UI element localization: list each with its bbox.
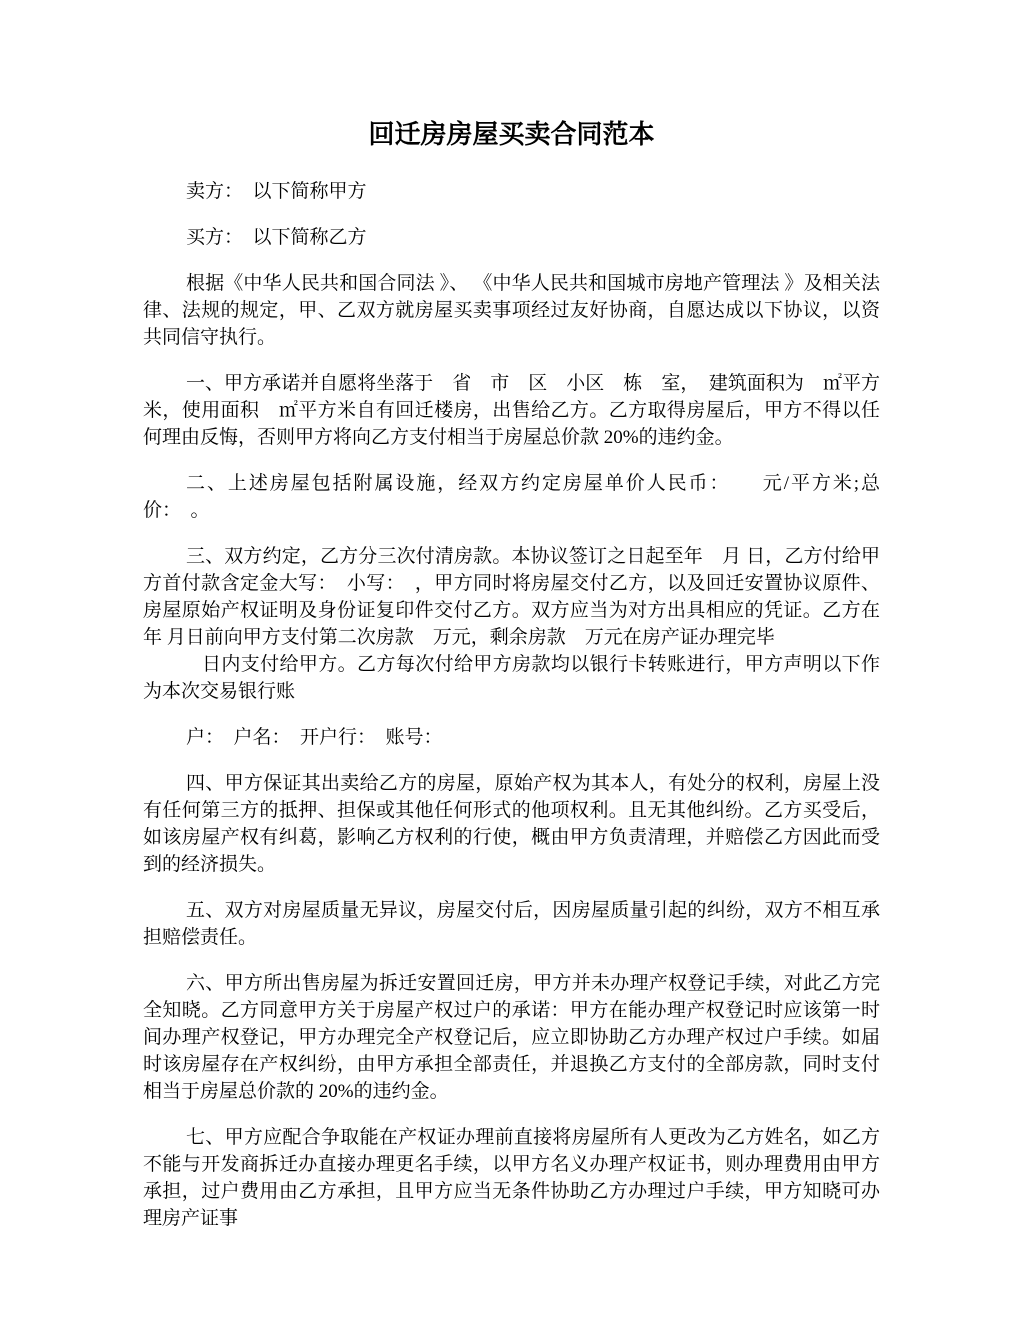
clause-1-paragraph: 一、甲方承诺并自愿将坐落于 省 市 区 小区 栋 室， 建筑面积为 ㎡平方米，使用面积 ㎡平方米自有回迁楼房，出售给乙方。乙方取得房屋后，甲方不得以任何理由反悔，否则甲方将向乙方支付相当于房屋总价款 20%的违约金。 (143, 373, 880, 448)
clause-7-paragraph: 七、甲方应配合争取能在产权证办理前直接将房屋所有人更改为乙方姓名，如乙方不能与开发商拆迁办直接办理更名手续，以甲方名义办理产权证书，则办理费用由甲方承担，过户费用由乙方承担，且甲方应当无条件协助乙方办理过户手续，甲方知晓可办理房产证事 (143, 1127, 880, 1229)
clause-3-paragraph: 三、双方约定，乙方分三次付清房款。本协议签订之日起至年 月 日，乙方付给甲方首付款含定金大写： 小写： ，甲方同时将房屋交付乙方，以及回迁安置协议原件、房屋原始产权证明及身份证复印件交付乙方。双方应当为对方出具相应的凭证。乙方在 年 月日前向甲方支付第二次房款 万元，剩余房款 万元在房产证办理完毕 (143, 546, 900, 648)
preamble-paragraph: 根据《中华人民共和国合同法 》、 《中华人民共和国城市房地产管理法 》及相关法律、法规的规定，甲、乙双方就房屋买卖事项经过友好协商，自愿达成以下协议，以资共同信守执行。 (143, 273, 880, 348)
clause-5-paragraph: 五、双方对房屋质量无异议，房屋交付后，因房屋质量引起的纠纷，双方不相互承担赔偿责任。 (143, 900, 880, 948)
clause-3-continuation-paragraph: 日内支付给甲方。乙方每次付给甲方房款均以银行卡转账进行，甲方声明以下作为本次交易银行账 (143, 654, 880, 702)
party-buyer-line: 买方： 以下简称乙方 (186, 227, 367, 248)
clause-6-paragraph: 六、甲方所出售房屋为拆迁安置回迁房，甲方并未办理产权登记手续，对此乙方完全知晓。乙方同意甲方关于房屋产权过户的承诺：甲方在能办理产权登记时应该第一时间办理产权登记，甲方办理完全产权登记后，应立即协助乙方办理产权过户手续。如届时该房屋存在产权纠纷，由甲方承担全部责任，并退换乙方支付的全部房款，同时支付相当于房屋总价款的 20%的违约金。 (143, 973, 880, 1102)
bank-account-line: 户： 户名： 开户行： 账号： (186, 727, 443, 748)
clause-4-paragraph: 四、甲方保证其出卖给乙方的房屋，原始产权为其本人，有处分的权利，房屋上没有任何第三方的抵押、担保或其他任何形式的他项权利。且无其他纠纷。乙方买受后，如该房屋产权有纠葛，影响乙方权利的行使，概由甲方负责清理，并赔偿乙方因此而受到的经济损失。 (143, 773, 880, 875)
contract-title: 回迁房房屋买卖合同范本 (368, 120, 655, 149)
clause-2-paragraph: 二、上述房屋包括附属设施，经双方约定房屋单价人民币： 元/平方米;总价： 。 (143, 473, 880, 521)
party-seller-line: 卖方： 以下简称甲方 (186, 181, 367, 202)
